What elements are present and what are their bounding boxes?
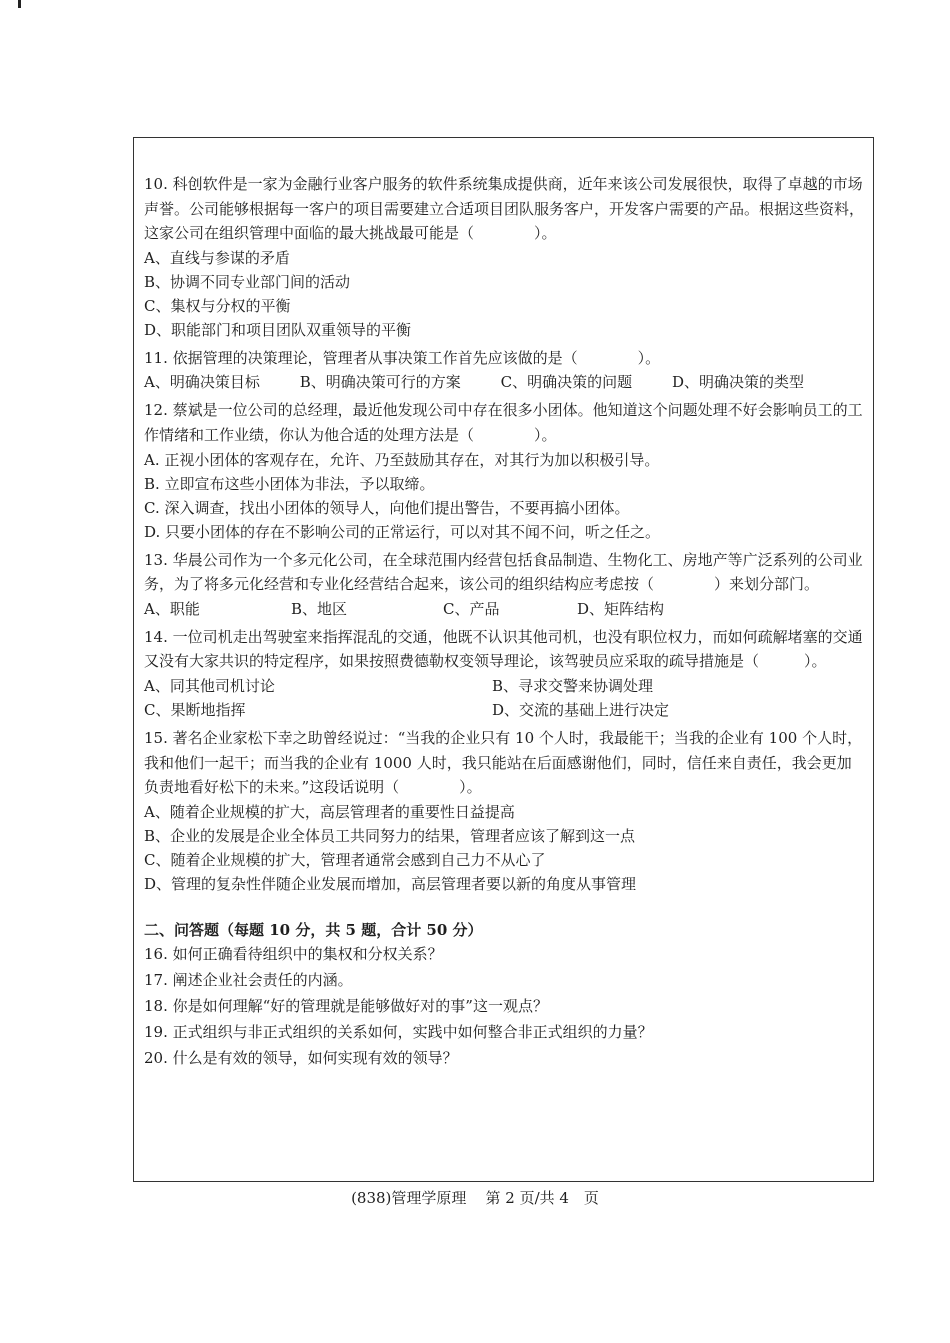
question-14-options-row-2 xyxy=(144,698,864,722)
question-13-stem: 13. 华晨公司作为一个多元化公司，在全球范围内经营包括食品制造、生物化工、房地产等广泛系列的公司业务，为了将多元化经营和专业化经营结合起来，该公司的组织结构应考虑按（ ）来划分部门。 xyxy=(144,550,863,594)
question-14-option-c: C、果断地指挥 xyxy=(144,700,246,719)
question-14-option-b: B、寻求交警来协调处理 xyxy=(492,676,654,695)
question-14-stem: 14. 一位司机走出驾驶室来指挥混乱的交通，他既不认识其他司机，也没有职位权力，而如何疏解堵塞的交通又没有大家共识的特定程序，如果按照费德勒权变领导理论，该驾驶员应采取的疏导措施是（ ）。 xyxy=(144,627,863,671)
question-12-option-b: B. 立即宣布这些小团体为非法，予以取缔。 xyxy=(144,474,435,493)
question-14-option-a: A、同其他司机讨论 xyxy=(144,676,275,695)
question-19: 19. 正式组织与非正式组织的关系如何，实践中如何整合非正式组织的力量？ xyxy=(144,1022,653,1041)
question-13-option-a: A、职能 xyxy=(144,599,200,618)
question-13-options xyxy=(144,597,864,621)
question-20: 20. 什么是有效的领导，如何实现有效的领导？ xyxy=(144,1048,458,1067)
question-13-option-c: C、产品 xyxy=(443,599,500,618)
question-12-option-a: A. 正视小团体的客观存在，允许、乃至鼓励其存在，对其行为加以积极引导。 xyxy=(144,450,660,469)
question-12-option-c: C. 深入调查，找出小团体的领导人，向他们提出警告，不要再搞小团体。 xyxy=(144,498,630,517)
footer-page-number: 第 2 页/共 4 页 xyxy=(485,1189,599,1207)
question-11-options xyxy=(144,370,864,394)
question-16: 16. 如何正确看待组织中的集权和分权关系？ xyxy=(144,944,443,963)
question-15-stem: 15. 著名企业家松下幸之助曾经说过：“当我的企业只有 10 个人时，我最能干；当我的企业有 100 个人时，我和他们一起干；而当我的企业有 1000 人时，我只能站在后面感谢他们，同时，信任来自责任，我会更加负责地看好松下的未来。”这段话说明（ ）。 xyxy=(144,728,863,797)
question-15-option-a: A、随着企业规模的扩大，高层管理者的重要性日益提高 xyxy=(144,802,515,821)
question-10-option-b: B、协调不同专业部门间的活动 xyxy=(144,272,351,291)
question-12-stem: 12. 蔡斌是一位公司的总经理，最近他发现公司中存在很多小团体。他知道这个问题处理不好会影响员工的工作情绪和工作业绩，你认为他合适的处理方法是（ ）。 xyxy=(144,401,863,444)
section-2-title: 二、问答题（每题 10 分，共 5 题，合计 50 分） xyxy=(144,920,483,939)
scan-mark xyxy=(18,0,21,8)
question-14-options-row-1 xyxy=(144,674,864,698)
question-17: 17. 阐述企业社会责任的内涵。 xyxy=(144,970,353,989)
question-11-option-c: C、明确决策的问题 xyxy=(500,373,633,392)
question-10-stem: 10. 科创软件是一家为金融行业客户服务的软件系统集成提供商，近年来该公司发展很快，取得了卓越的市场声誉。公司能够根据每一客户的项目需要建立合适项目团队服务客户，开发客户需要的产品。根据这些资料，这家公司在组织管理中面临的最大挑战最可能是（ ）。 xyxy=(144,175,865,243)
question-10-option-a: A、直线与参谋的矛盾 xyxy=(144,248,290,267)
page-footer xyxy=(0,1188,950,1208)
question-14-option-d: D、交流的基础上进行决定 xyxy=(492,700,670,719)
question-13-option-d: D、矩阵结构 xyxy=(577,599,665,618)
question-11-option-d: D、明确决策的类型 xyxy=(671,373,804,392)
question-15-option-c: C、随着企业规模的扩大，管理者通常会感到自己力不从心了 xyxy=(144,850,546,869)
question-11-option-a: A、明确决策目标 xyxy=(144,373,260,392)
question-18: 18. 你是如何理解“好的管理就是能够做好对的事”这一观点？ xyxy=(144,996,548,1015)
exam-frame xyxy=(133,137,874,1182)
exam-content xyxy=(144,172,864,1070)
question-15-option-d: D、管理的复杂性伴随企业发展而增加，高层管理者要以新的角度从事管理 xyxy=(144,874,637,893)
question-12-option-d: D. 只要小团体的存在不影响公司的正常运行，可以对其不闻不问，听之任之。 xyxy=(144,522,661,541)
question-15-option-b: B、企业的发展是企业全体员工共同努力的结果，管理者应该了解到这一点 xyxy=(144,826,636,845)
question-11-stem: 11. 依据管理的决策理论，管理者从事决策工作首先应该做的是（ ）。 xyxy=(144,348,661,367)
question-10-option-d: D、职能部门和项目团队双重领导的平衡 xyxy=(144,320,412,339)
question-13-option-b: B、地区 xyxy=(291,599,348,618)
question-10-option-c: C、集权与分权的平衡 xyxy=(144,296,291,315)
question-11-option-b: B、明确决策可行的方案 xyxy=(299,373,461,392)
footer-course: (838)管理学原理 xyxy=(351,1189,467,1207)
